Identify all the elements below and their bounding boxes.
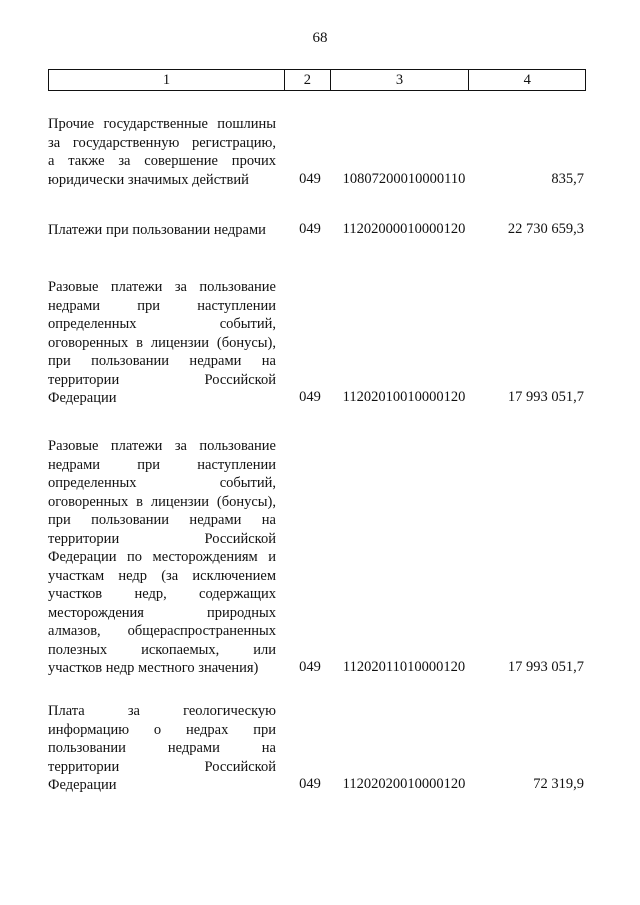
description-line: пользовании недрами на [48, 740, 276, 756]
description-line: территории Российской [48, 530, 276, 547]
description-line: полезных ископаемых, или [48, 641, 276, 658]
column-header-4: 4 [469, 70, 586, 91]
amount-value: 72 319,9 [533, 776, 584, 792]
description-line: определенных событий, [48, 475, 276, 491]
description-line: территории Российской [48, 758, 276, 775]
row-description [48, 221, 276, 240]
description-line: недрами при наступлении [48, 297, 276, 314]
description-line: Федерации [48, 777, 117, 793]
description-line: Плата за геологическую [48, 703, 276, 719]
column-header-3: 3 [330, 70, 469, 91]
row-description [48, 702, 276, 795]
admin-code: 049 [299, 776, 321, 792]
classification-code: 11202020010000120 [342, 776, 466, 792]
description-line: при пользовании недрами на [48, 512, 276, 528]
description-line: Федерации [48, 390, 117, 406]
admin-code: 049 [299, 659, 321, 675]
amount-value: 22 730 659,3 [507, 221, 584, 237]
row-description [48, 437, 276, 678]
description-line: участков недр, содержащих [48, 586, 276, 602]
row-description [48, 278, 276, 408]
column-header-table [48, 69, 586, 91]
admin-code: 049 [299, 170, 321, 187]
page-number: 68 [312, 30, 328, 46]
description-line: определенных событий, [48, 316, 276, 332]
row-description [48, 115, 276, 189]
admin-code: 049 [299, 221, 321, 237]
description-line: Разовые платежи за пользование [48, 438, 276, 454]
description-line: участков недр местного значения) [48, 660, 259, 676]
description-line: юридически значимых действий [48, 171, 249, 188]
description-line: а также за совершение прочих [48, 153, 276, 169]
description-line: недрами при наступлении [48, 456, 276, 473]
description-line: Федерации по месторождениям и [48, 549, 276, 565]
description-line: Прочие государственные пошлины [48, 116, 276, 132]
description-line: алмазов, общераспространенных [48, 623, 276, 639]
admin-code: 049 [299, 389, 321, 405]
column-header-2: 2 [285, 70, 331, 91]
column-header-1: 1 [49, 70, 285, 91]
description-line: оговоренных в лицензии (бонусы), [48, 493, 276, 510]
description-line: Платежи при пользовании недрами [48, 222, 266, 238]
description-line: за государственную регистрацию, [48, 134, 276, 151]
classification-code: 10807200010000110 [342, 170, 466, 187]
classification-code: 11202000010000120 [342, 221, 466, 237]
amount-value: 17 993 051,7 [507, 389, 584, 405]
description-line: Разовые платежи за пользование [48, 279, 276, 295]
amount-value: 17 993 051,7 [507, 659, 584, 675]
classification-code: 11202010010000120 [342, 389, 466, 405]
amount-value: 835,7 [551, 170, 584, 187]
classification-code: 11202011010000120 [342, 659, 466, 675]
description-line: при пользовании недрами на [48, 353, 276, 369]
description-line: участкам недр (за исключением [48, 567, 276, 584]
description-line: месторождения природных [48, 604, 276, 621]
description-line: территории Российской [48, 371, 276, 388]
description-line: оговоренных в лицензии (бонусы), [48, 334, 276, 351]
description-line: информацию о недрах при [48, 721, 276, 738]
